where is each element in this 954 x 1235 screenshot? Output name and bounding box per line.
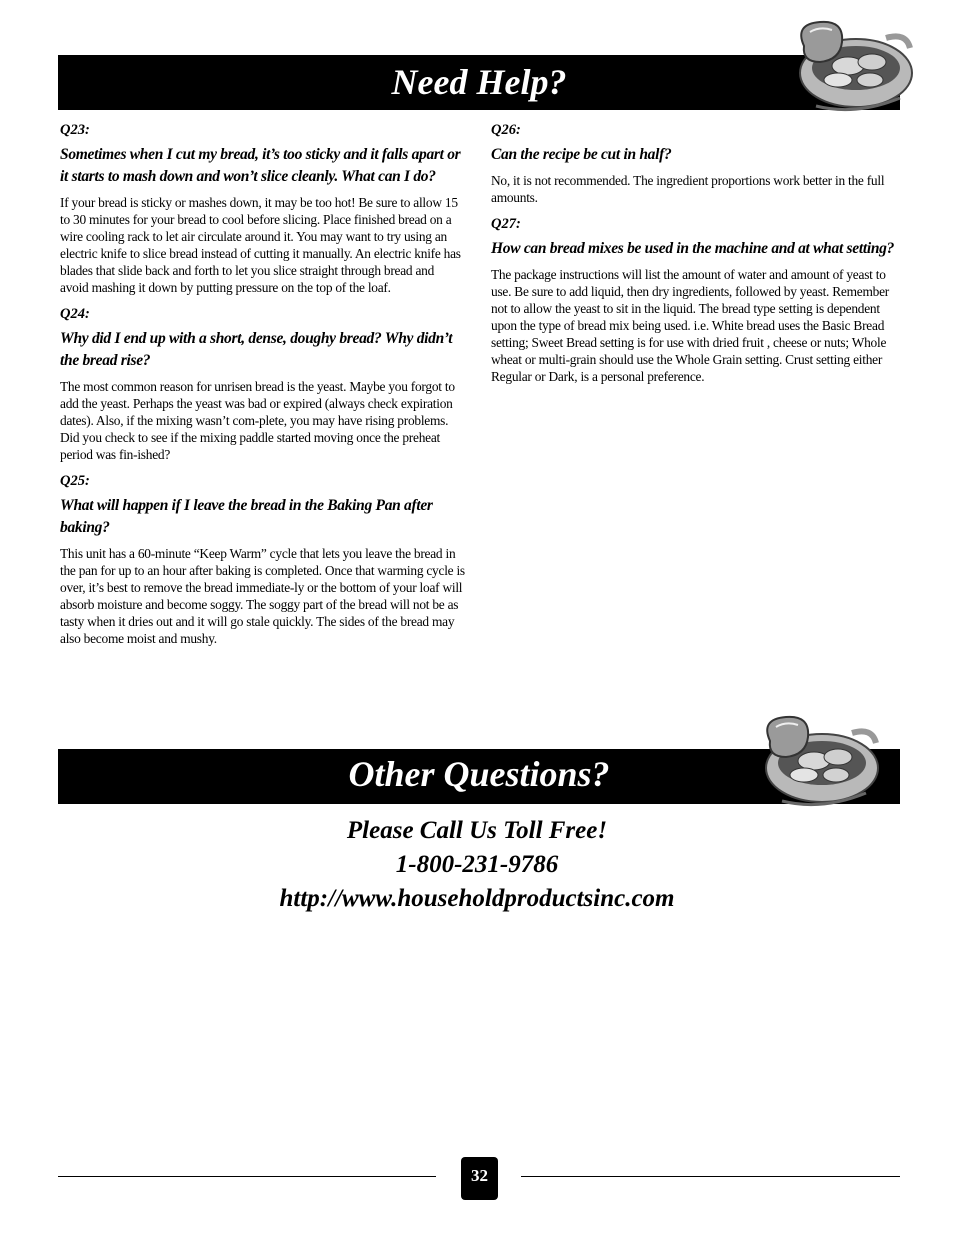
footer-divider-left — [58, 1176, 436, 1177]
question-number: Q26: — [491, 122, 521, 138]
faq-item-q24 — [60, 306, 465, 463]
question-text: How can bread mixes be used in the machine and at what setting? — [491, 240, 895, 257]
faq-right-column — [491, 122, 896, 395]
faq-item-q26 — [491, 122, 896, 206]
question-text: Can the recipe be cut in half? — [491, 146, 672, 163]
footer-divider-right — [521, 1176, 900, 1177]
toll-free-heading: Please Call Us Toll Free! — [346, 817, 608, 844]
answer-text: This unit has a 60-minute “Keep Warm” cycle that lets you leave the bread in the pan for up to an hour after baking is completed. Once that warming cycle is over, it’s best to remove the bread immediate-ly or the bottom of your loaf will absorb moisture and become soggy. The soggy part of the bread will not be as tasty when it dries out and it will go stale quickly. The sides of the bread may also become moist and mushy. — [60, 546, 465, 646]
answer-text: If your bread is sticky or mashes down, it may be too hot! Be sure to allow 15 to 30 minutes for your bread to cool before slicing. Place finished bread on a wire cooling rack to let air circulate around it. You may want to try using an electric knife to slice bread instead of cutting it manually. An electric knife has blades that slide back and forth to let you slice straight through bread and avoid mashing it down by putting pressure on the top of the loaf. — [60, 195, 461, 295]
question-number: Q25: — [60, 473, 90, 489]
faq-item-q27 — [491, 216, 896, 385]
phone-number: 1-800-231-9786 — [395, 851, 559, 878]
other-questions-title: Other Questions? — [348, 754, 610, 794]
question-number: Q23: — [60, 122, 90, 138]
question-number: Q24: — [60, 306, 90, 322]
question-text: Sometimes when I cut my bread, it’s too sticky and it falls apart or it starts to mash down and won’t slice cleanly. What can I do? — [60, 146, 461, 185]
faq-item-q23 — [60, 122, 465, 296]
question-number: Q27: — [491, 216, 521, 232]
faq-left-column — [60, 122, 465, 657]
question-text: What will happen if I leave the bread in the Baking Pan after baking? — [60, 497, 433, 536]
faq-item-q25 — [60, 473, 465, 647]
answer-text: The package instructions will list the amount of water and amount of yeast to use. Be sure to add liquid, then dry ingredients, followed by yeast. Remember not to allow the yeast to sit in the liquid. The bread type setting is dependent upon the type of bread mix being used. i.e. White bread uses the Basic Bread setting; Sweet Bread setting is for use with dried fruit , cheese or nuts; Whole wheat or multi-grain should use the Whole Grain setting. Crust setting either Regular or Dark, is a personal preference. — [491, 267, 889, 384]
answer-text: No, it is not recommended. The ingredient proportions work better in the full amounts. — [491, 173, 885, 205]
question-text: Why did I end up with a short, dense, doughy bread? Why didn’t the bread rise? — [60, 330, 453, 369]
bread-basket-icon — [742, 713, 882, 811]
need-help-banner — [58, 55, 900, 110]
need-help-title: Need Help? — [391, 62, 567, 102]
answer-text: The most common reason for unrisen bread is the yeast. Maybe you forgot to add the yeast. Perhaps the yeast was bad or expired (always check expiration dates). Also, if the mixing wasn’t com-plete, you may have rising problems. Did you check to see if the mixing paddle started moving once the preheat period was fin-ished? — [60, 379, 455, 462]
page-number: 32 — [461, 1157, 498, 1200]
website-link[interactable]: http://www.householdproductsinc.com — [279, 885, 675, 912]
bread-basket-icon — [776, 18, 916, 116]
